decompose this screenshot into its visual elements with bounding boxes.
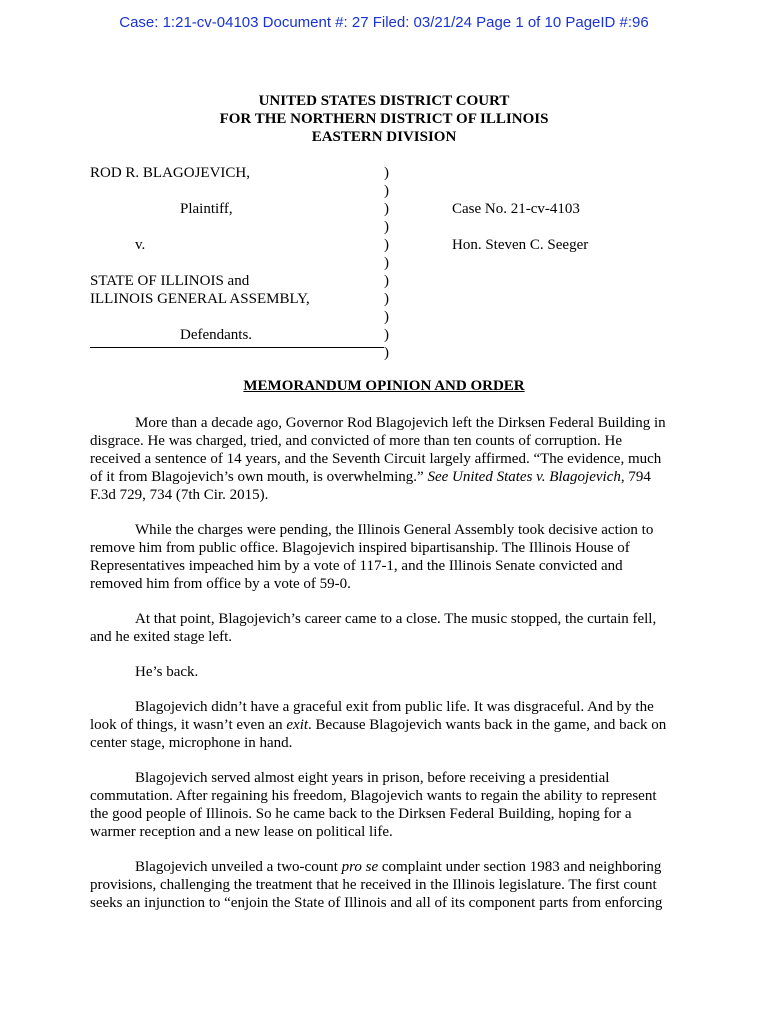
plaintiff-name: ROD R. BLAGOJEVICH, (90, 165, 251, 181)
citation: See United States v. Blagojevich (427, 469, 621, 485)
document-title: MEMORANDUM OPINION AND ORDER (243, 378, 525, 394)
caption-paren: ) (384, 309, 389, 325)
emphasis: exit (286, 717, 309, 733)
caption-paren: ) (384, 201, 389, 217)
versus: v. (135, 237, 146, 253)
plaintiff-label: Plaintiff, (180, 201, 233, 217)
defendant-line-2: ILLINOIS GENERAL ASSEMBLY, (90, 291, 310, 307)
emphasis: pro se (341, 859, 379, 875)
caption-paren: ) (384, 237, 389, 253)
paragraph-3: At that point, Blagojevich’s career came to a close. The music stopped, the curtain fell, and he exited stage left. (90, 611, 657, 645)
caption-paren: ) (384, 219, 389, 235)
case-number: Case No. 21-cv-4103 (452, 201, 580, 217)
paragraph-1: More than a decade ago, Governor Rod Blagojevich left the Dirksen Federal Building in disgrace. He was charged, tried, and convicted of more than ten counts of corruption. He received a sentence of 14 years, and the Seventh Circuit largely affirmed. “The evidence, much of it from Blagojevich’s own mouth, is overwhelming.” See United States v. Blagojevich, 794 F.3d 729, 734 (7th Cir. 2015). (90, 415, 666, 503)
court-line-2: FOR THE NORTHERN DISTRICT OF ILLINOIS (219, 111, 549, 127)
court-line-1: UNITED STATES DISTRICT COURT (258, 93, 510, 109)
defendant-line-1: STATE OF ILLINOIS and (90, 273, 250, 289)
caption-paren: ) (384, 183, 389, 199)
ecf-header-stamp: Case: 1:21-cv-04103 Document #: 27 Filed: 03/21/24 Page 1 of 10 PageID #:96 (119, 14, 649, 31)
paragraph-4: He’s back. (135, 664, 199, 680)
caption-paren: ) (384, 273, 389, 289)
caption-paren: ) (384, 345, 389, 361)
court-heading (0, 92, 768, 146)
paragraph-2: While the charges were pending, the Illinois General Assembly took decisive action to remove him from public office. Blagojevich inspired bipartisanship. The Illinois House of Representatives impeached him by a vote of 117-1, and the Illinois Senate convicted and removed him from office by a vote of 59-0. (90, 522, 654, 592)
paragraph-7: Blagojevich unveiled a two-count pro se complaint under section 1983 and neighboring provisions, challenging the treatment that he received in the Illinois legislature. The first count seeks an injunction to “enjoin the State of Illinois and all of its component parts from enforcing (90, 859, 663, 911)
caption-paren: ) (384, 165, 389, 181)
caption-paren: ) (384, 291, 389, 307)
caption-rule (90, 347, 384, 348)
caption-paren: ) (384, 255, 389, 271)
judge-name: Hon. Steven C. Seeger (452, 237, 589, 253)
caption-paren: ) (384, 327, 389, 343)
opinion-body (90, 414, 676, 929)
court-line-3: EASTERN DIVISION (311, 129, 457, 145)
paragraph-6: Blagojevich served almost eight years in prison, before receiving a presidential commutation. After regaining his freedom, Blagojevich wants to regain the ability to represent the good people of Illinois. So he came back to the Dirksen Federal Building, hoping for a warmer reception and a new lease on political life. (90, 770, 657, 840)
defendant-label: Defendants. (180, 327, 253, 343)
paragraph-5: Blagojevich didn’t have a graceful exit from public life. It was disgraceful. And by the look of things, it wasn’t even an exit. Because Blagojevich wants back in the game, and back on center stage, microphone in hand. (90, 699, 667, 751)
